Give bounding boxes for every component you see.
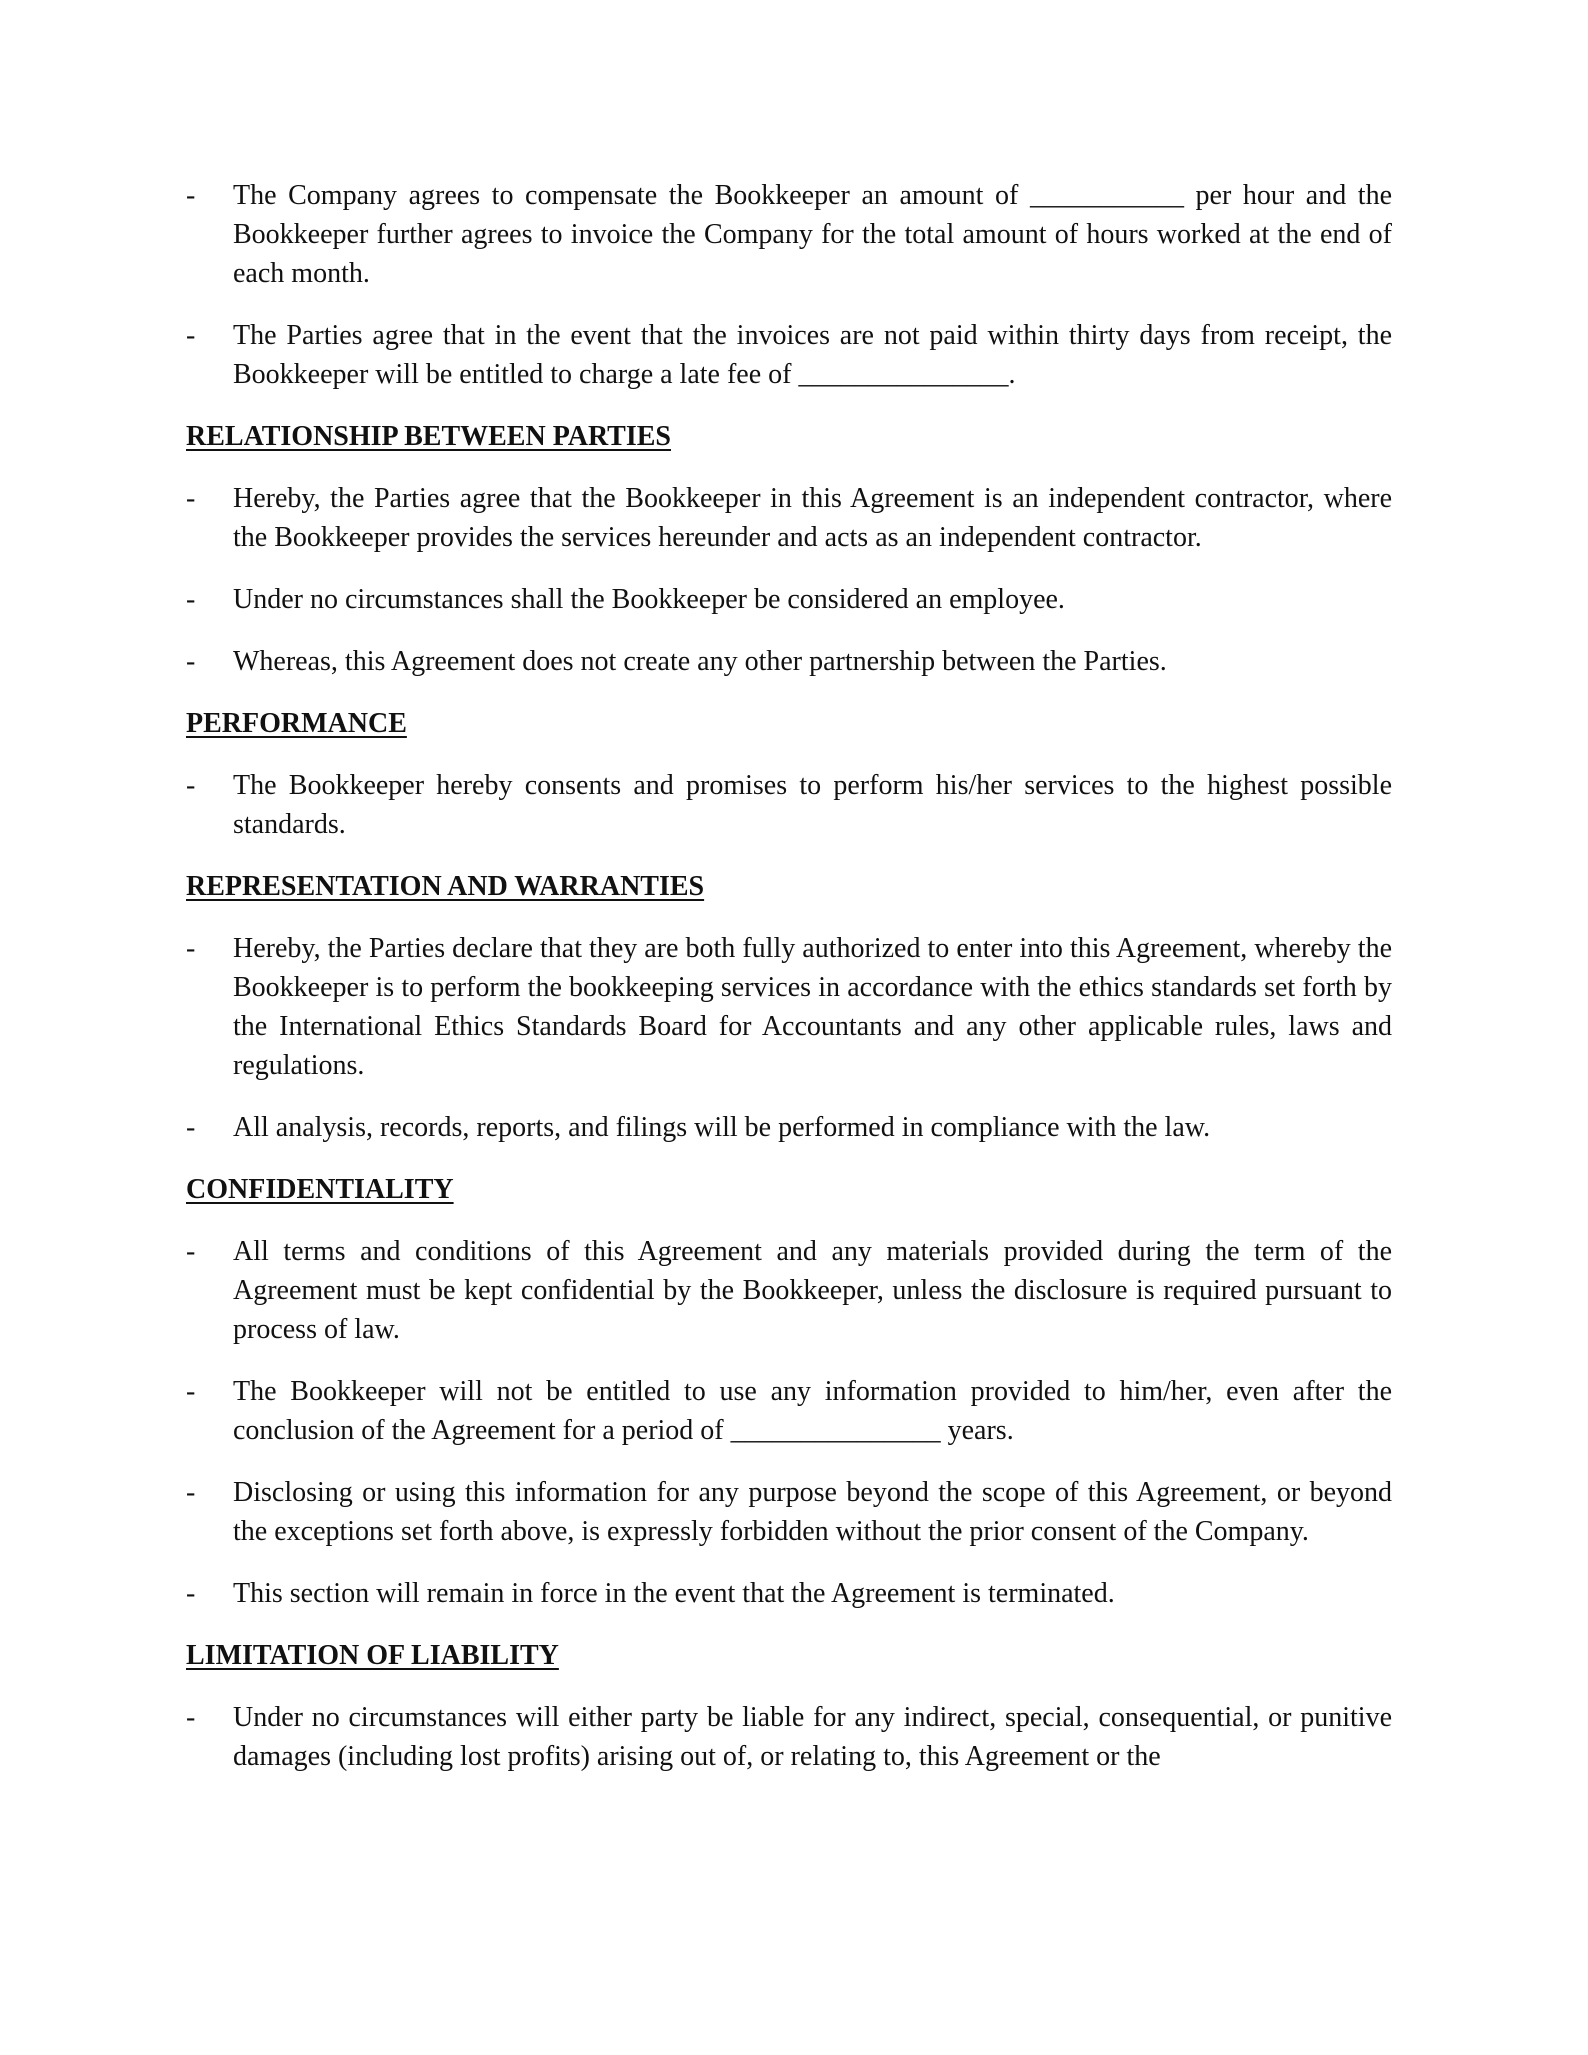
clause-confidential-terms bbox=[186, 1232, 1392, 1349]
bullet-dash: - bbox=[186, 1376, 196, 1407]
clause-damages bbox=[186, 1698, 1392, 1776]
bullet-dash: - bbox=[186, 933, 196, 964]
bullet-dash: - bbox=[186, 1578, 196, 1609]
section-heading-liability: LIMITATION OF LIABILITY bbox=[186, 1640, 559, 1671]
bullet-dash: - bbox=[186, 1477, 196, 1508]
bullet-dash: - bbox=[186, 584, 196, 615]
clause-text: Disclosing or using this information for any purpose beyond the scope of this Agreement, or beyond the exceptions set forth above, is expressly forbidden without the prior consent of the Company. bbox=[233, 1477, 1392, 1547]
bullet-dash: - bbox=[186, 1236, 196, 1267]
clause-compliance bbox=[186, 1108, 1392, 1147]
clause-text: Under no circumstances will either party be liable for any indirect, special, consequential, or punitive damages (including lost profits) arising out of, or relating to, this Agreement or the bbox=[233, 1702, 1392, 1772]
clause-text: Hereby, the Parties declare that they are both fully authorized to enter into this Agreement, whereby the Bookkeeper is to perform the bookkeeping services in accordance with the ethics standards set forth by the International Ethics Standards Board for Accountants and any other applicable rules, laws and regulations. bbox=[233, 933, 1392, 1081]
document-page bbox=[186, 176, 1392, 1799]
clause-information-use bbox=[186, 1372, 1392, 1450]
clause-text: The Parties agree that in the event that the invoices are not paid within thirty days from receipt, the Bookkeeper will be entitled to charge a late fee of _______________. bbox=[233, 320, 1392, 390]
bullet-dash: - bbox=[186, 1112, 196, 1143]
section-heading-representation: REPRESENTATION AND WARRANTIES bbox=[186, 871, 705, 902]
clause-text: Whereas, this Agreement does not create any other partnership between the Parties. bbox=[233, 646, 1167, 677]
clause-disclosure bbox=[186, 1473, 1392, 1551]
clause-late-fee bbox=[186, 316, 1392, 394]
bullet-dash: - bbox=[186, 770, 196, 801]
clause-no-partnership bbox=[186, 642, 1392, 681]
clause-text: Hereby, the Parties agree that the Bookkeeper in this Agreement is an independent contractor, where the Bookkeeper provides the services hereunder and acts as an independent contractor. bbox=[233, 483, 1392, 553]
clause-independent-contractor bbox=[186, 479, 1392, 557]
bullet-dash: - bbox=[186, 320, 196, 351]
clause-text: The Bookkeeper will not be entitled to use any information provided to him/her, even after the conclusion of the Agreement for a period of _______________ years. bbox=[233, 1376, 1392, 1446]
section-heading-performance: PERFORMANCE bbox=[186, 708, 407, 739]
clause-text: The Bookkeeper hereby consents and promises to perform his/her services to the highest possible standards. bbox=[233, 770, 1392, 840]
bullet-dash: - bbox=[186, 1702, 196, 1733]
bullet-dash: - bbox=[186, 646, 196, 677]
clause-not-employee bbox=[186, 580, 1392, 619]
clause-standards bbox=[186, 766, 1392, 844]
clause-text: This section will remain in force in the event that the Agreement is terminated. bbox=[233, 1578, 1115, 1609]
clause-compensation bbox=[186, 176, 1392, 293]
clause-text: Under no circumstances shall the Bookkeeper be considered an employee. bbox=[233, 584, 1065, 615]
bullet-dash: - bbox=[186, 483, 196, 514]
bullet-dash: - bbox=[186, 180, 196, 211]
section-heading-confidentiality: CONFIDENTIALITY bbox=[186, 1174, 454, 1205]
clause-text: The Company agrees to compensate the Bookkeeper an amount of ___________ per hour and the Bookkeeper further agrees to invoice the Company for the total amount of hours worked at the end of each month. bbox=[233, 180, 1392, 289]
clause-text: All terms and conditions of this Agreement and any materials provided during the term of the Agreement must be kept confidential by the Bookkeeper, unless the disclosure is required pursuant to process of law. bbox=[233, 1236, 1392, 1345]
section-heading-relationship: RELATIONSHIP BETWEEN PARTIES bbox=[186, 421, 671, 452]
clause-survival bbox=[186, 1574, 1392, 1613]
clause-text: All analysis, records, reports, and filings will be performed in compliance with the law. bbox=[233, 1112, 1211, 1143]
clause-authorization bbox=[186, 929, 1392, 1085]
